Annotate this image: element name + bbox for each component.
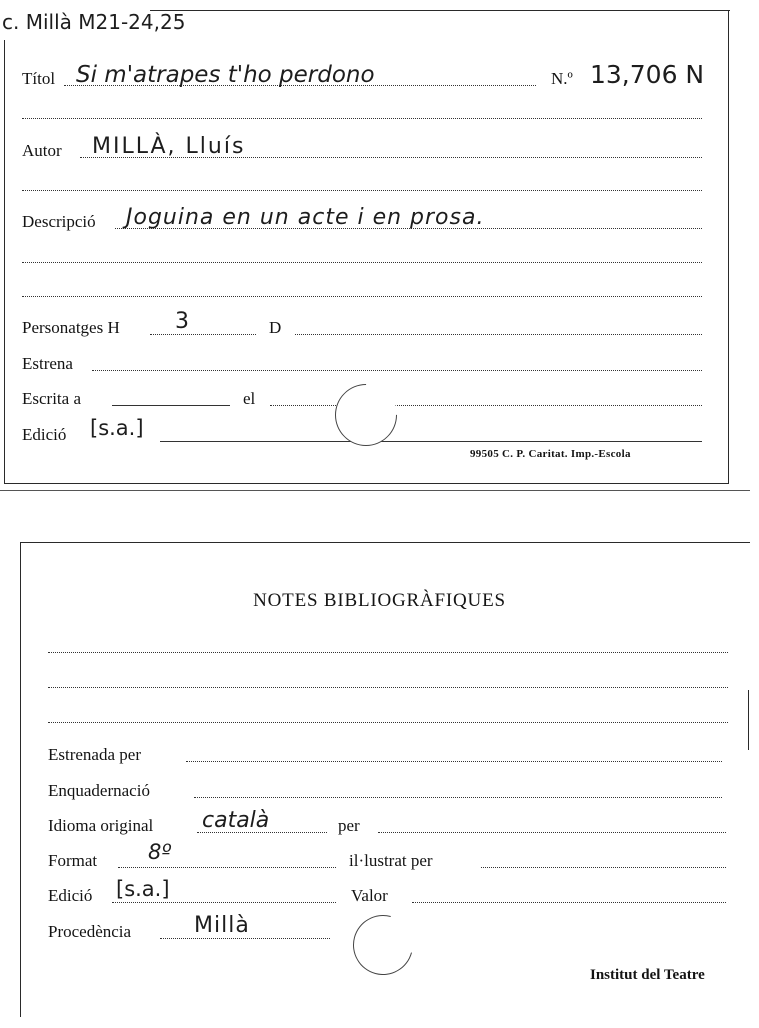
author-label: Autor [22, 141, 62, 160]
characters-label: Personatges H [22, 318, 120, 337]
provenance-label: Procedència [48, 922, 132, 941]
illustrated-by-label: il·lustrat per [349, 851, 433, 870]
original-language-label: Idioma original [48, 816, 154, 835]
illustrated-by-line [481, 867, 726, 868]
provenance-line [160, 938, 330, 939]
premiered-by-label: Estrenada per [48, 745, 141, 764]
edition-line [160, 441, 702, 442]
written-on-label: el [243, 389, 256, 408]
by-label: per [338, 816, 360, 835]
title-line-2 [22, 118, 702, 119]
top-card-lower-edge [0, 490, 750, 491]
corner-note: c. Millà M21-24,25 [2, 10, 186, 34]
author-value: MILLÀ, Lluís [92, 134, 246, 159]
characters-h-value: 3 [175, 309, 189, 334]
binding-label: Enquadernació [48, 781, 150, 800]
number-label: N.º [551, 69, 573, 88]
notes-line-2 [48, 687, 728, 688]
notes-line-3 [48, 722, 728, 723]
format-label: Format [48, 851, 98, 870]
edition-value: [s.a.] [90, 416, 144, 440]
bottom-edition-line [112, 902, 336, 903]
description-line-2 [22, 262, 702, 263]
bottom-edition-value: [s.a.] [116, 877, 170, 901]
by-line [378, 832, 726, 833]
title-label: Títol [22, 69, 56, 88]
characters-h-line [150, 334, 256, 335]
bottom-card-punch-hole [342, 904, 424, 986]
description-value: Joguina en un acte i en prosa. [126, 205, 485, 230]
characters-d-label: D [269, 318, 282, 337]
original-language-value: català [202, 808, 270, 833]
provenance-value: Millà [194, 913, 250, 938]
bottom-card-left-edge [20, 542, 21, 1017]
title-value: Si m'atrapes t'ho perdono [76, 62, 375, 88]
catalog-number: 13,706 N [590, 60, 705, 89]
format-line [118, 867, 336, 868]
written-label: Escrita a [22, 389, 81, 408]
premiere-dotted-line [92, 370, 702, 371]
printer-imprint: 99505 C. P. Caritat. Imp.-Escola [470, 448, 631, 460]
value-line [412, 902, 726, 903]
top-card-left-edge [4, 40, 5, 483]
notes-heading: NOTES BIBLIOGRÀFIQUES [253, 590, 506, 611]
written-place-line [112, 405, 230, 406]
author-line-2 [22, 190, 702, 191]
description-line-3 [22, 296, 702, 297]
institution-name: Institut del Teatre [590, 967, 705, 983]
notes-line-1 [48, 652, 728, 653]
characters-d-line [295, 334, 702, 335]
description-label: Descripció [22, 212, 96, 231]
binding-line [194, 797, 722, 798]
edition-label: Edició [22, 425, 67, 444]
premiered-by-line [186, 761, 722, 762]
bottom-card-top-edge [20, 542, 750, 543]
premiere-label: Estrena [22, 354, 73, 373]
bottom-edition-label: Edició [48, 886, 93, 905]
format-value: 8º [148, 840, 172, 864]
top-card-top-edge [150, 10, 730, 11]
value-label: Valor [351, 886, 388, 905]
bottom-card-right-edge [748, 690, 749, 750]
